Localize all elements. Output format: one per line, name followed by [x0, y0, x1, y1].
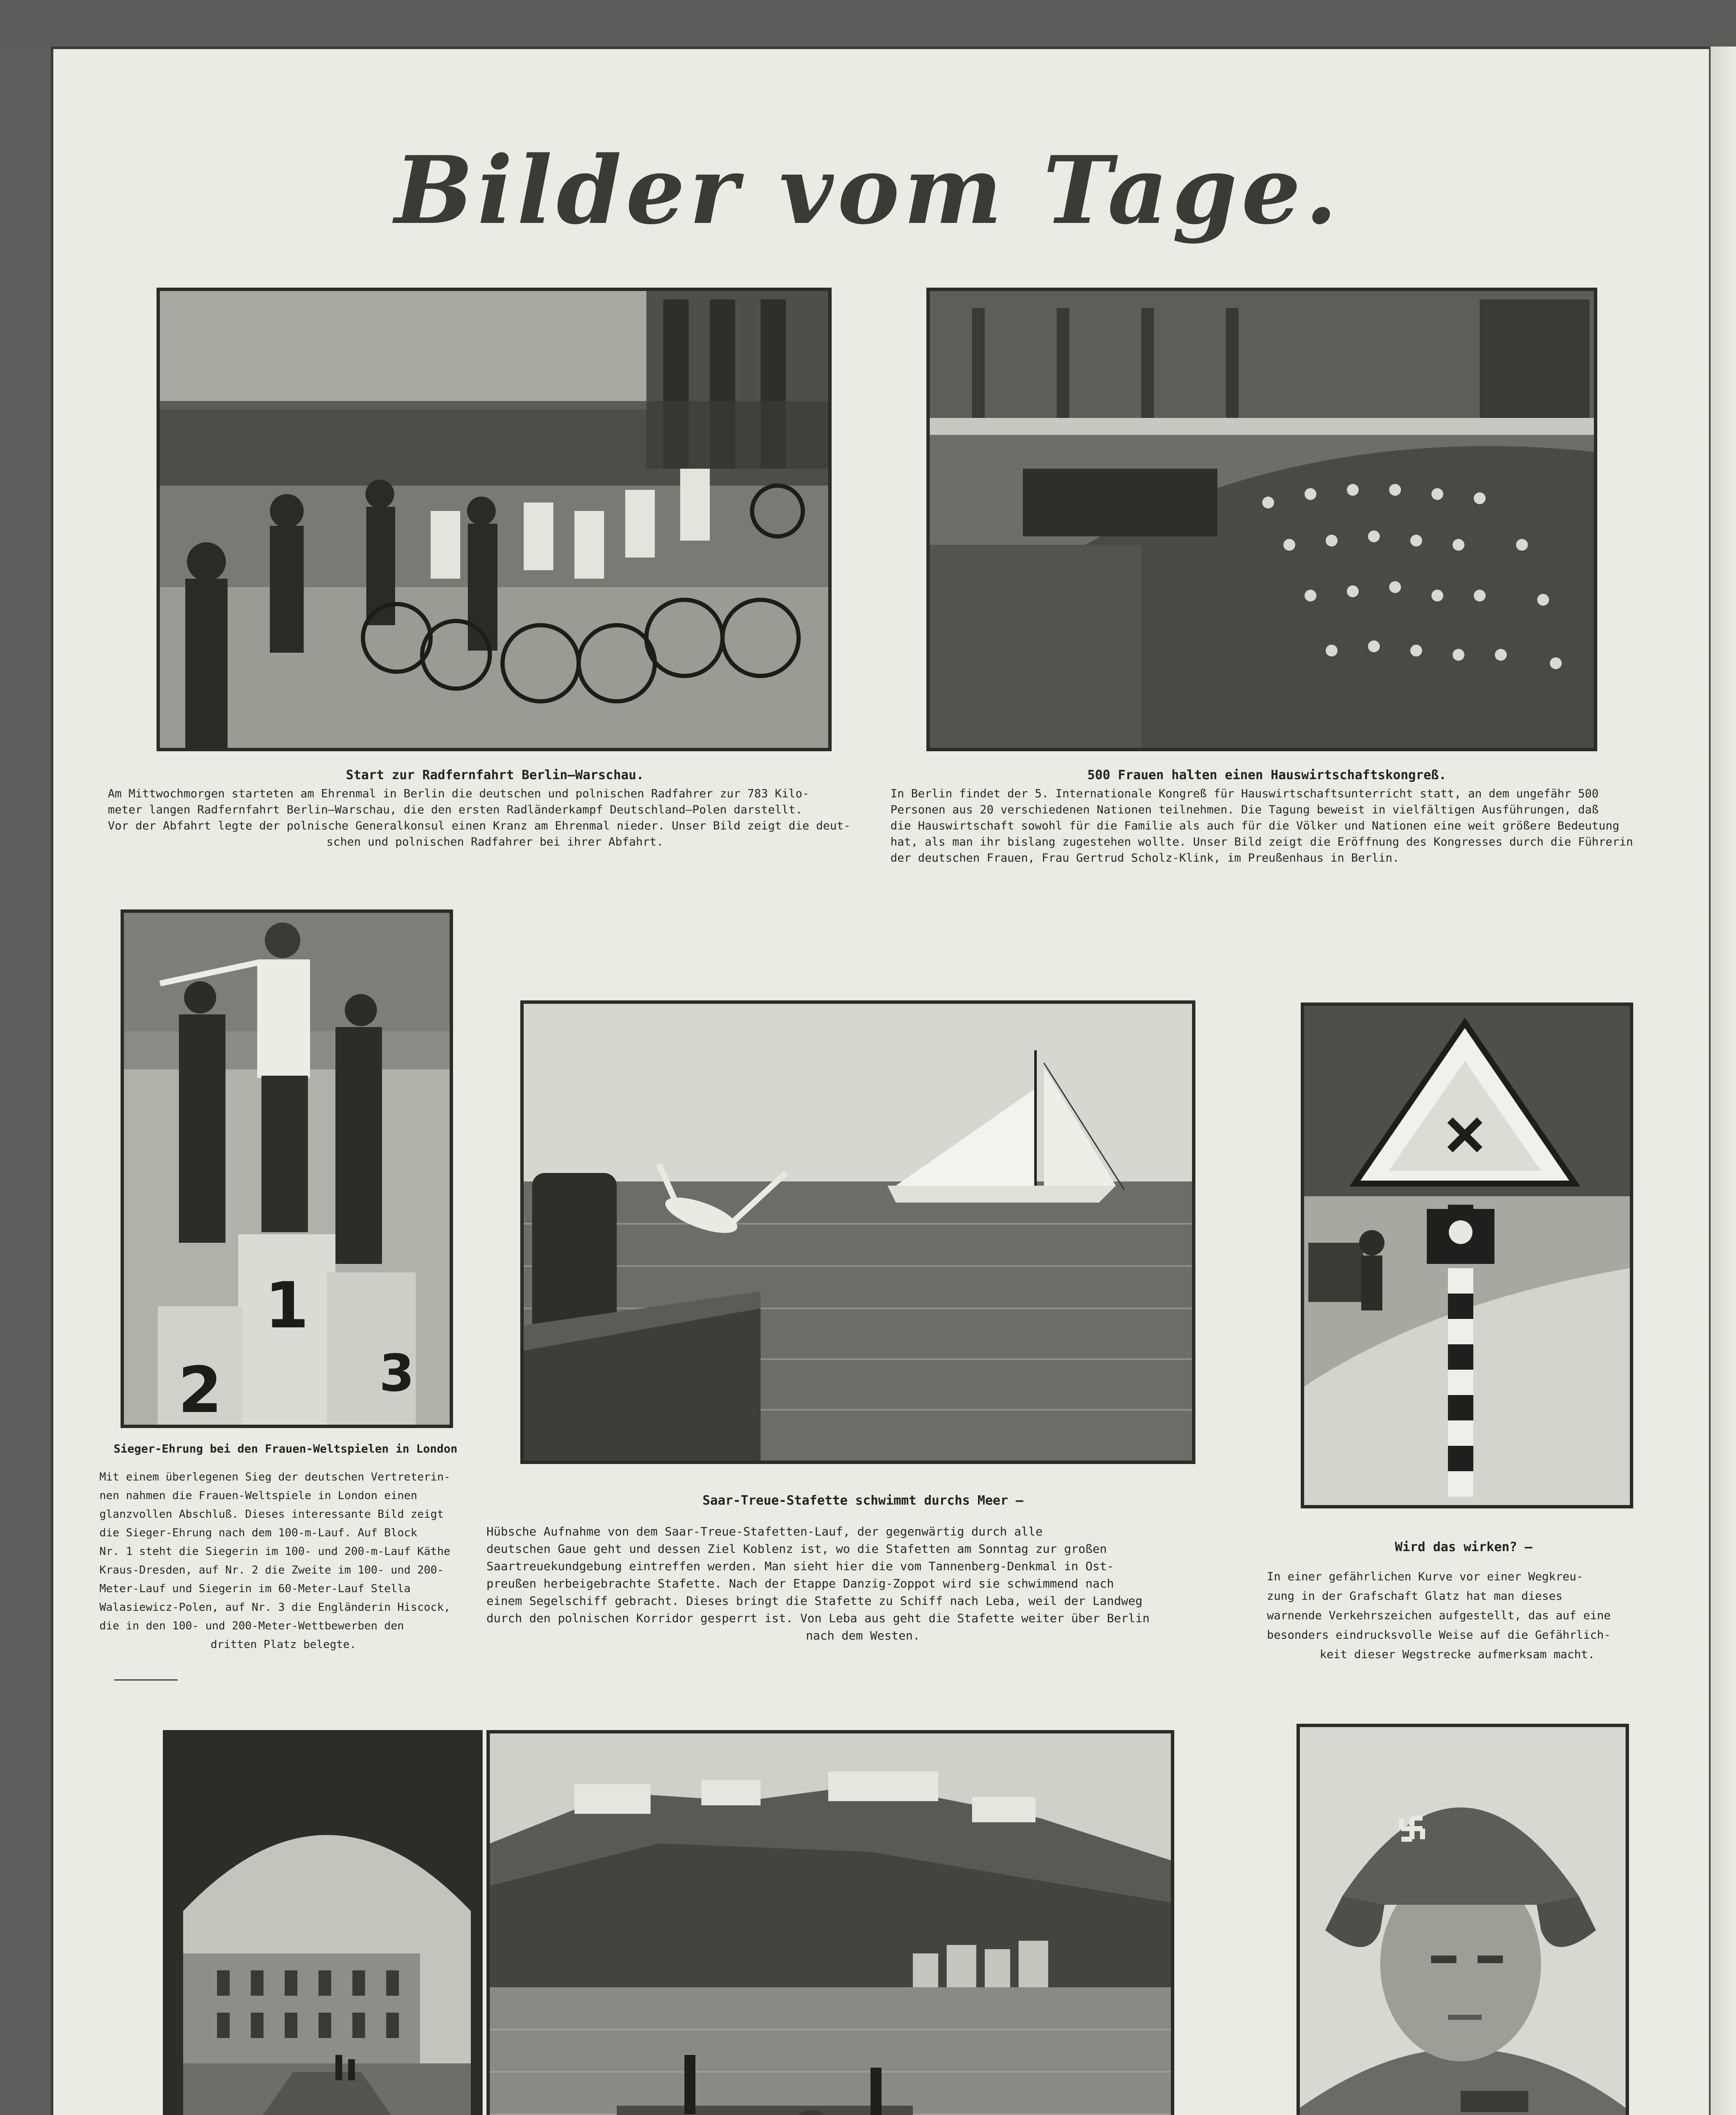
- photo-victory-podium: [121, 909, 453, 1428]
- caption-body-stafette: Hübsche Aufnahme von dem Saar-Treue-Stafetten-Lauf, der gegenwärtig durch alle deutschen Gaue geht und dessen Ziel Koblenz ist, wo die Stafetten am Sonntag zur großen Saartreuekundgebung eintreffen werden. Man sieht hier die vom Tannenberg-Denkmal in Ost- preußen herbeigebrachte Stafette. Nach der Etappe Danzig-Zoppot wird sie schwimmend nach einem Segelschiff gebracht. Dieses bringt die Stafette zu Schiff nach Leba, weil der Landweg durch den polnischen Korridor gesperrt ist. Von Leba aus geht die Stafette weiter über Berlin nach dem Westen.: [486, 1524, 1150, 1643]
- scan-border-top: [0, 0, 1736, 47]
- photo-cyclists-start: [157, 288, 832, 751]
- page-title: Bilder vom Tage.: [394, 135, 1342, 245]
- caption-title-cyclists: Start zur Radfernfahrt Berlin—Warschau.: [346, 768, 644, 783]
- next-page-edge: [1709, 47, 1736, 2115]
- caption-body-congress: In Berlin findet der 5. Internationale Kongreß für Hauswirtschaftsunterricht statt, an dem ungefähr 500 Personen aus 20 verschiedenen Nationen teilnehmen. Die Tagung beweist in vielfältigen Ausführungen, daß die Hauswirtschaft sowohl für die Familie als auch für die Völker und Nationen eine weit größere Bedeutung hat, als man ihr bislang zugestehen wollte. Unser Bild zeigt die Eröffnung des Kongresses durch die Führerin der deutschen Frauen, Frau Gertrud Scholz-Klink, im Preußenhaus in Berlin.: [890, 787, 1633, 865]
- photo-ehrenbreitstein-river: [486, 1730, 1174, 2115]
- photo-housekeeping-congress: [926, 288, 1597, 751]
- podium-number-1: 1: [264, 1269, 309, 1343]
- caption-body-cyclists: Am Mittwochmorgen starteten am Ehrenmal in Berlin die deutschen und polnischen Radfahrer zur 783 Kilo- meter langen Radfernfahrt Berlin—Warschau, die den ersten Radländerkampf Deutschland—Polen darstellt. Vor der Abfahrt legte der polnische Generalkonsul einen Kranz am Ehrenmal nieder. Unser Bild zeigt die deut- schen und polnischen Radfahrer bei ihrer Abfahrt.: [108, 787, 851, 849]
- photo-fortress-gate: [163, 1730, 483, 2115]
- photo-swimmer-sailboat: [520, 1000, 1195, 1464]
- caption-body-warning-sign: In einer gefährlichen Kurve vor einer Wegkreu- zung in der Grafschaft Glatz hat man dieses warnende Verkehrszeichen aufgestellt, das auf eine besonders eindrucksvolle Weise auf die Gefährlich- keit dieser Wegstrecke aufmerksam macht.: [1267, 1570, 1611, 1661]
- caption-title-stafette: Saar-Treue-Stafette schwimmt durchs Meer —: [702, 1493, 1024, 1508]
- divider-rule: [114, 1679, 178, 1681]
- podium-number-3: 3: [379, 1344, 415, 1403]
- caption-title-warning-sign: Wird das wirken? —: [1395, 1540, 1533, 1555]
- caption-title-congress: 500 Frauen halten einen Hauswirtschaftskongreß.: [1087, 768, 1447, 783]
- photo-warning-sign: [1301, 1003, 1633, 1508]
- photo-fireman-steel-helmet: [1297, 1724, 1629, 2115]
- caption-body-podium: Mit einem überlegenen Sieg der deutschen Vertreterin- nen nahmen die Frauen-Weltspiele in London einen glanzvollen Abschluß. Dieses interessante Bild zeigt die Sieger-Ehrung nach dem 100-m-Lauf. Auf Block Nr. 1 steht die Siegerin im 100- und 200-m-Lauf Käthe Kraus-Dresden, auf Nr. 2 die Zweite im 100- und 200- Meter-Lauf und Siegerin im 60-Meter-Lauf Stella Walasiewicz-Polen, auf Nr. 3 die Engländerin Hiscock, die in den 100- und 200-Meter-Wettbewerben den dritten Platz belegte.: [99, 1471, 450, 1651]
- caption-title-podium: Sieger-Ehrung bei den Frauen-Weltspielen in London: [113, 1442, 458, 1456]
- podium-number-2: 2: [178, 1354, 222, 1425]
